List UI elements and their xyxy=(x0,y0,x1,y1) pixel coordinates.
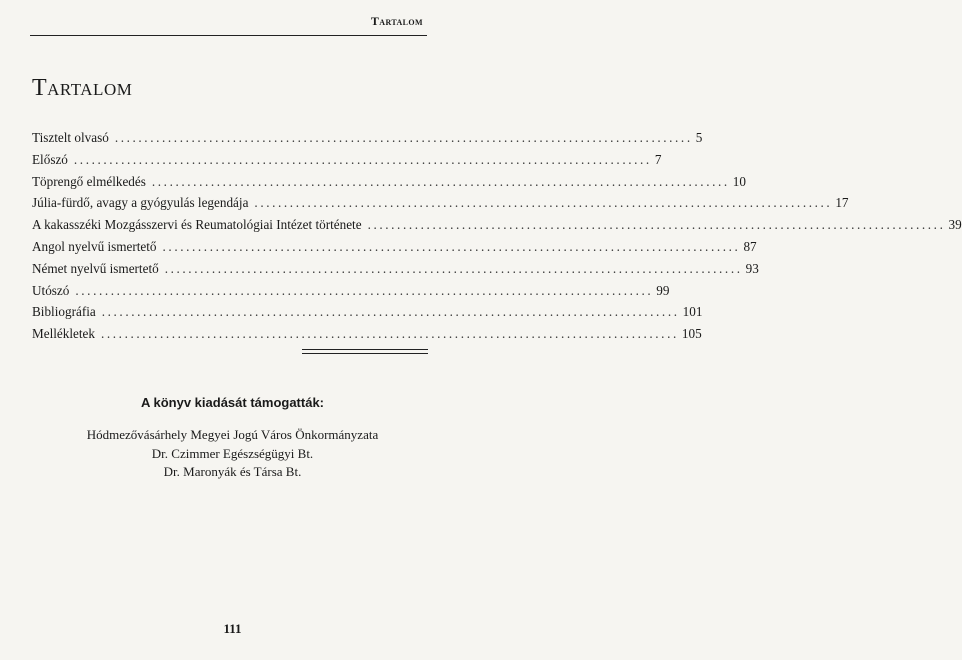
dot-leader: .................................................................................................. xyxy=(75,282,654,298)
toc-entry-label: Angol nyelvű ismertető xyxy=(32,238,157,254)
dot-leader: .................................................................................................. xyxy=(367,217,946,233)
dot-leader: .................................................................................................. xyxy=(162,238,741,254)
page-number: 111 xyxy=(223,621,242,636)
toc-entry-page: 10 xyxy=(732,173,746,189)
toc-entry-label: Német nyelvű ismertető xyxy=(32,260,159,276)
support-heading: A könyv kiadását támogatták: xyxy=(140,395,325,410)
dot-leader: .................................................................................................. xyxy=(114,130,693,145)
toc-entry xyxy=(32,217,962,239)
toc-entry xyxy=(32,238,757,261)
toc-entry-page: 93 xyxy=(745,260,759,276)
toc-entry xyxy=(32,304,703,326)
toc-entry-page: 105 xyxy=(681,326,702,342)
double-rule-divider xyxy=(302,349,428,354)
sponsor-line: Dr. Czimmer Egészségügyi Bt. xyxy=(151,445,314,461)
toc-entry-page: 99 xyxy=(656,282,670,298)
toc-entry xyxy=(32,130,703,152)
toc-entry-label: Mellékletek xyxy=(32,326,95,342)
toc-entry xyxy=(32,173,746,196)
dot-leader: .................................................................................................. xyxy=(164,260,743,276)
running-head: Tartalom xyxy=(370,14,423,28)
dot-leader: .................................................................................................. xyxy=(254,195,833,211)
toc-entry-page: 17 xyxy=(835,195,849,211)
toc-entry xyxy=(32,260,759,283)
toc-entry-label: Bibliográfia xyxy=(32,304,96,320)
toc-entry-label: Töprengő elmélkedés xyxy=(32,173,146,189)
toc-entry xyxy=(32,151,662,174)
sponsor-line: Hódmezővásárhely Megyei Jogú Város Önkormányzata xyxy=(86,427,379,442)
sponsor-line: Dr. Maronyák és Társa Bt. xyxy=(163,464,302,479)
toc-entry-page: 39 xyxy=(948,217,962,233)
toc-entry xyxy=(32,195,849,217)
dot-leader: .................................................................................................. xyxy=(73,151,652,167)
toc-entry-label: Előszó xyxy=(32,151,68,167)
support-section xyxy=(0,395,465,482)
toc-entry xyxy=(32,282,670,305)
toc-list xyxy=(32,130,962,348)
toc-entry-label: Júlia-fürdő, avagy a gyógyulás legendája xyxy=(32,195,249,211)
toc-entry-label: Utószó xyxy=(32,282,70,298)
toc-title: Tartalom xyxy=(32,75,133,101)
dot-leader: .................................................................................................. xyxy=(100,326,679,342)
toc-entry-page: 87 xyxy=(743,238,757,254)
toc-entry xyxy=(32,326,702,348)
dot-leader: .................................................................................................. xyxy=(101,304,680,320)
dot-leader: .................................................................................................. xyxy=(151,173,730,189)
toc-entry-page: 101 xyxy=(682,304,703,320)
toc-entry-label: Tisztelt olvasó xyxy=(32,130,109,145)
header-rule xyxy=(30,35,427,36)
toc-entry-page: 5 xyxy=(695,130,703,145)
toc-entry-label: A kakasszéki Mozgásszervi és Reumatológiai Intézet története xyxy=(32,217,362,233)
toc-entry-page: 7 xyxy=(654,151,662,167)
